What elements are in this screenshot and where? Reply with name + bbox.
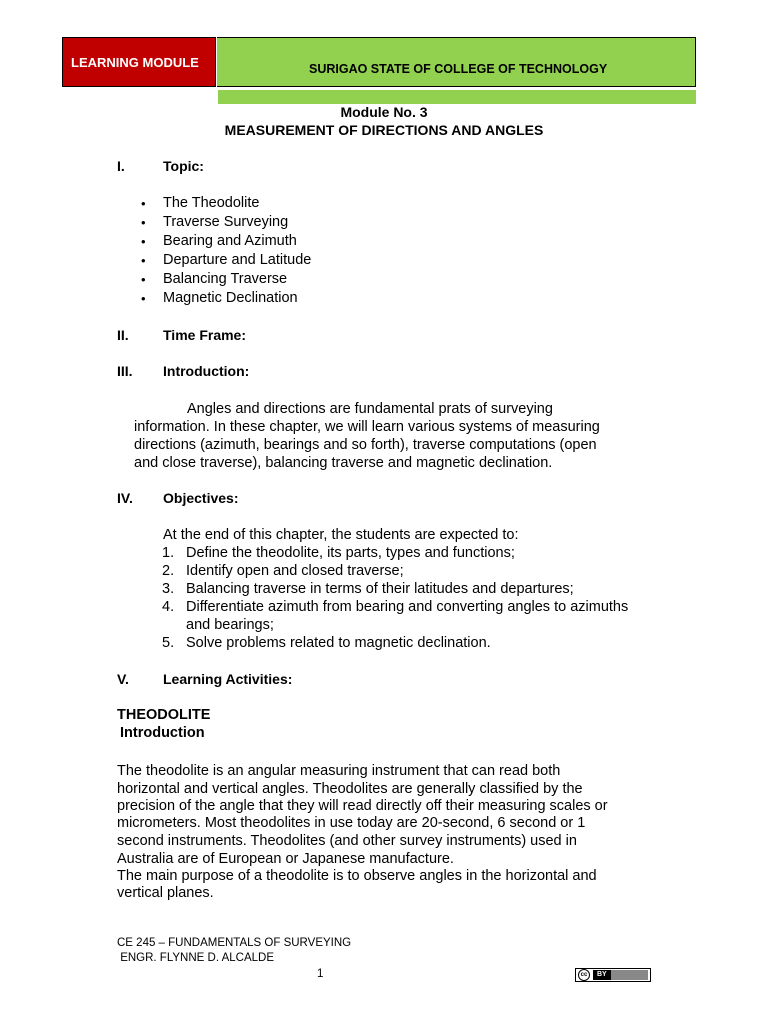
list-item [162, 544, 656, 562]
intro-line: directions (azimuth, bearings and so forth), traverse computations (open [134, 437, 597, 453]
topic-list [139, 194, 311, 308]
module-title: MEASUREMENT OF DIRECTIONS AND ANGLES [224, 122, 544, 138]
cc-by-icon [575, 968, 651, 982]
section-introduction-label: Introduction: [163, 363, 250, 379]
section-time-frame-number: II. [117, 327, 129, 343]
intro-line: and close traverse), balancing traverse and magnetic declination. [134, 455, 553, 471]
theodolite-line: vertical planes. [117, 885, 214, 901]
list-item: • Departure and Latitude [139, 251, 311, 270]
section-time-frame-label: Time Frame: [163, 327, 246, 343]
list-item: • Balancing Traverse [139, 270, 311, 289]
list-item [162, 580, 656, 598]
list-item: • The Theodolite [139, 194, 311, 213]
section-objectives-number: IV. [117, 490, 133, 506]
list-number: 2. [162, 563, 175, 579]
theodolite-line: The theodolite is an angular measuring instrument that can read both [117, 763, 561, 779]
list-number: 1. [162, 545, 175, 561]
intro-line: information. In these chapter, we will learn various systems of measuring [134, 419, 600, 435]
list-text: Differentiate azimuth from bearing and converting angles to azimuths and bearings; [186, 599, 629, 633]
intro-line: Angles and directions are fundamental prats of surveying [187, 401, 553, 417]
section-introduction-number: III. [117, 363, 133, 379]
cc-by-label: BY [593, 970, 611, 980]
theodolite-line: horizontal and vertical angles. Theodolites are generally classified by the [117, 781, 583, 797]
theodolite-subheading: Introduction [120, 725, 205, 741]
list-text: Solve problems related to magnetic declination. [186, 635, 491, 651]
section-learning-number: V. [117, 671, 129, 687]
institution-name [217, 37, 696, 87]
theodolite-line: Australia are of European or Japanese manufacture. [117, 851, 454, 867]
list-item: • Bearing and Azimuth [139, 232, 311, 251]
list-item [162, 598, 656, 634]
list-text: Identify open and closed traverse; [186, 563, 404, 579]
objectives-list [162, 544, 656, 652]
list-text: Balancing traverse in terms of their latitudes and departures; [186, 581, 574, 597]
list-item [162, 634, 656, 652]
section-topic-label: Topic: [163, 158, 204, 174]
list-text: Define the theodolite, its parts, types and functions; [186, 545, 515, 561]
page-number: 1 [317, 968, 324, 980]
cc-circle-icon: cc [578, 969, 590, 981]
section-topic-number: I. [117, 158, 125, 174]
list-number: 5. [162, 635, 175, 651]
list-number: 4. [162, 599, 175, 615]
theodolite-line: The main purpose of a theodolite is to observe angles in the horizontal and [117, 868, 597, 884]
section-objectives-label: Objectives: [163, 490, 239, 506]
cc-badge-tail [611, 970, 648, 980]
header-strip [218, 90, 696, 104]
objectives-intro: At the end of this chapter, the students are expected to: [163, 527, 519, 543]
footer-course: CE 245 – FUNDAMENTALS OF SURVEYING [117, 937, 352, 949]
theodolite-heading: THEODOLITE [117, 707, 211, 723]
list-item: • Traverse Surveying [139, 213, 311, 232]
theodolite-line: micrometers. Most theodolites in use today are 20-second, 6 second or 1 [117, 815, 586, 831]
institution-name-text: SURIGAO STATE OF COLLEGE OF TECHNOLOGY [309, 62, 608, 76]
list-item: • Magnetic Declination [139, 289, 311, 308]
module-number: Module No. 3 [340, 104, 428, 120]
footer-author: ENGR. FLYNNE D. ALCALDE [117, 952, 274, 964]
list-item [162, 562, 656, 580]
list-number: 3. [162, 581, 175, 597]
header-banner [62, 37, 696, 89]
theodolite-line: precision of the angle that they will read directly off their measuring scales or [117, 798, 608, 814]
theodolite-line: second instruments. Theodolites (and other survey instruments) used in [117, 833, 577, 849]
learning-module-label: LEARNING MODULE [62, 37, 216, 87]
section-learning-label: Learning Activities: [163, 671, 293, 687]
